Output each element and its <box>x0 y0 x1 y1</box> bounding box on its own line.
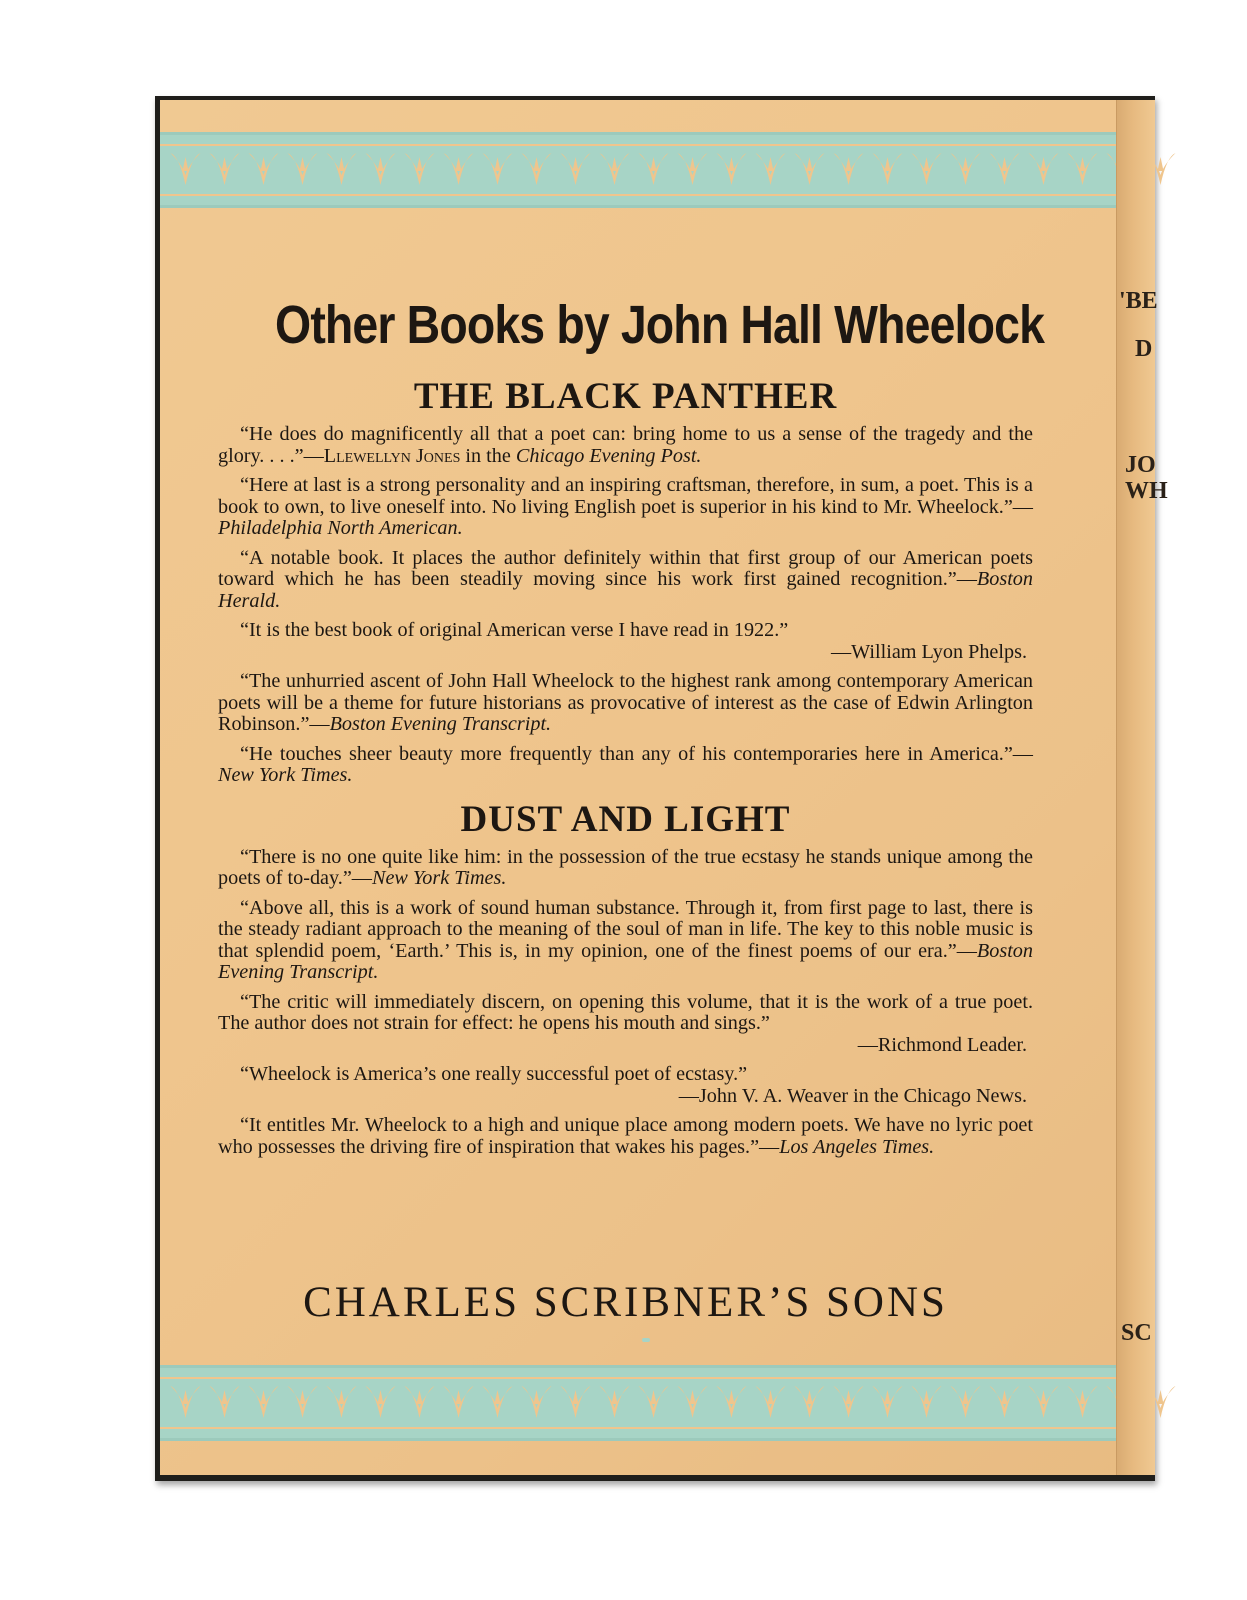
review-quote: “A notable book. It places the author definitely within that first group of our American poets toward which he has been steadily moving since his work first gained recognition.”—Boston Herald. <box>218 546 1033 612</box>
leaf-center <box>300 1390 306 1404</box>
leaf-center <box>768 1390 774 1404</box>
leaf-center <box>690 157 696 171</box>
leaf-center <box>573 157 579 171</box>
review-quote: “Wheelock is America’s one really successful poet of ecstasy.” <box>240 1063 748 1085</box>
leaf-center <box>768 157 774 171</box>
leaf-pattern-top <box>160 135 1155 205</box>
leaf-center <box>222 157 228 171</box>
leaf-center <box>846 157 852 171</box>
leaf-center <box>222 1390 228 1404</box>
leaf-center <box>1041 1390 1047 1404</box>
spine-text: WH <box>1125 478 1168 504</box>
leaf-center <box>612 157 618 171</box>
quotes-dust-and-light <box>218 847 1033 1159</box>
review-quote: “The unhurried ascent of John Hall Wheelock to the highest rank among contemporary American poets will be a theme for future historians as provocative of interest as the case of Edwin Arlington Robinson.”—Boston Evening Transcript. <box>218 670 1033 735</box>
leaf-center <box>651 1390 657 1404</box>
publisher-name: CHARLES SCRIBNER’S SONS <box>303 1279 948 1326</box>
book-title-dust-and-light: DUST AND LIGHT <box>460 798 791 840</box>
review-quote: “The critic will immediately discern, on opening this volume, that it is the work of a true poet. The author does not strain for effect: he opens his mouth and sings.” <box>218 990 1033 1034</box>
decorative-band-bottom <box>160 1365 1155 1441</box>
leaf-center <box>183 157 189 171</box>
leaf-center <box>1041 157 1047 171</box>
leaf-center <box>300 157 306 171</box>
leaf-center <box>1002 157 1008 171</box>
spine-text: 'BE <box>1119 288 1158 314</box>
leaf-center <box>1080 157 1086 171</box>
review-quote: “He does do magnificently all that a poet can: bring home to us a sense of the tragedy and the glory. . . .”—Llewellyn Jones in the Chicago Evening Post. <box>218 423 1033 467</box>
leaf-center <box>729 157 735 171</box>
book-title-black-panther: THE BLACK PANTHER <box>413 376 838 417</box>
review-quote: “There is no one quite like him: in the possession of the true ecstasy he stands unique among the poets of to-day.”—New York Times. <box>218 845 1033 889</box>
leaf-center <box>885 1390 891 1404</box>
leaf-center <box>339 1390 345 1404</box>
decorative-band-top <box>160 132 1155 208</box>
ink-dot <box>642 1338 650 1342</box>
leaf-center <box>924 1390 930 1404</box>
leaf-center <box>612 1390 618 1404</box>
leaf-center <box>378 1390 384 1404</box>
leaf-center <box>534 157 540 171</box>
review-quote: “He touches sheer beauty more frequently than any of his contemporaries here in America.”—New York Times. <box>218 742 1033 786</box>
dust-jacket-back <box>160 100 1168 1475</box>
spine-text: D <box>1135 336 1153 362</box>
leaf-center <box>807 157 813 171</box>
leaf-center <box>456 157 462 171</box>
review-quote: “It entitles Mr. Wheelock to a high and unique place among modern poets. We have no lyric poet who possesses the driving fire of inspiration that wakes his pages.”—Los Angeles Times. <box>218 1114 1033 1158</box>
leaf-center <box>534 1390 540 1404</box>
leaf-center <box>456 1390 462 1404</box>
page-title: Other Books by John Hall Wheelock <box>275 295 1045 355</box>
leaf-center <box>651 157 657 171</box>
leaf-center <box>1158 157 1164 171</box>
leaf-center <box>807 1390 813 1404</box>
leaf-center <box>495 157 501 171</box>
leaf-center <box>1080 1390 1086 1404</box>
review-attribution: —William Lyon Phelps. <box>830 640 1027 663</box>
spine-text: SC <box>1121 1320 1152 1346</box>
leaf-center <box>261 1390 267 1404</box>
leaf-center <box>417 1390 423 1404</box>
leaf-center <box>885 157 891 171</box>
leaf-center <box>573 1390 579 1404</box>
leaf-center <box>690 1390 696 1404</box>
leaf-center <box>1158 1390 1164 1404</box>
review-quote: “Above all, this is a work of sound human substance. Through it, from first page to last, there is the steady radiant approach to the meaning of the soul of man in life. The key to this noble music is that splendid poem, ‘Earth.’ This is, in my opinion, one of the finest poems of our era.”—Boston Evening Transcript. <box>218 896 1033 983</box>
leaf-center <box>963 157 969 171</box>
leaf-center <box>495 1390 501 1404</box>
spine-edge <box>1116 100 1168 1475</box>
leaf-center <box>378 157 384 171</box>
review-attribution: —John V. A. Weaver in the Chicago News. <box>678 1084 1027 1107</box>
jacket-content <box>218 290 1045 1166</box>
leaf-center <box>963 1390 969 1404</box>
leaf-center <box>729 1390 735 1404</box>
leaf-center <box>261 157 267 171</box>
quotes-black-panther <box>218 424 1033 787</box>
leaf-center <box>846 1390 852 1404</box>
leaf-center <box>417 157 423 171</box>
leaf-center <box>183 1390 189 1404</box>
leaf-center <box>1002 1390 1008 1404</box>
review-quote: “It is the best book of original American verse I have read in 1922.” <box>240 619 789 641</box>
leaf-center <box>339 157 345 171</box>
review-attribution: —Richmond Leader. <box>857 1033 1027 1056</box>
review-quote: “Here at last is a strong personality and an inspiring craftsman, therefore, in sum, a poet. This is a book to own, to live oneself into. No living English poet is superior in his kind to Mr. Wheelock.”—Philadelphia North American. <box>218 474 1033 539</box>
leaf-pattern-bottom <box>160 1368 1155 1438</box>
leaf-center <box>924 157 930 171</box>
spine-text: JO <box>1125 452 1156 478</box>
